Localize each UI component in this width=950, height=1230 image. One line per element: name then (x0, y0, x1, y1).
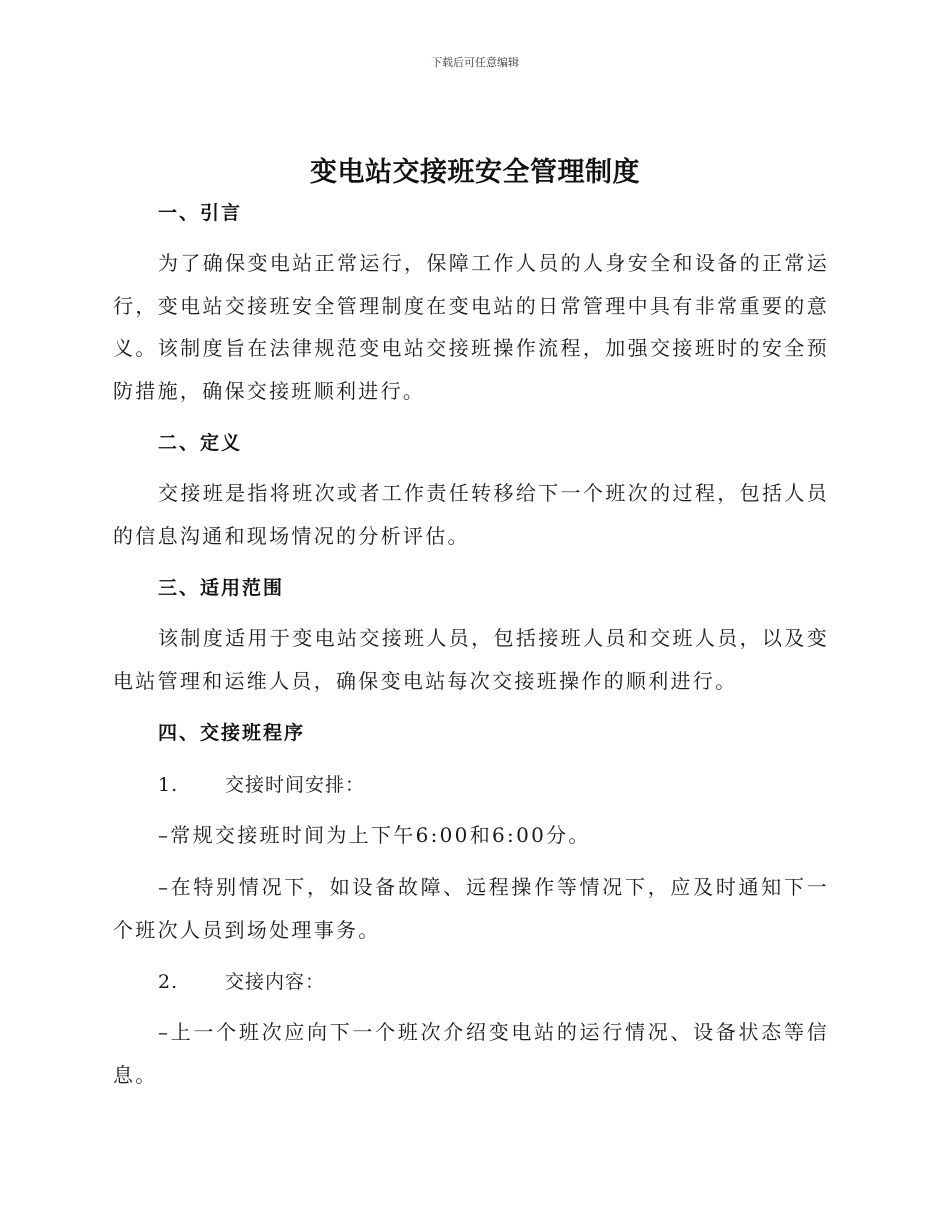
list-item-text: 交接时间安排： (225, 774, 366, 796)
section-paragraph-definition: 交接班是指将班次或者工作责任转移给下一个班次的过程，包括人员的信息沟通和现场情况的分析评估。 (113, 481, 829, 548)
section-heading-intro: 一、引言 (158, 202, 243, 224)
list-item-text: 交接内容： (225, 971, 326, 993)
bullet-special-circumstances: –在特别情况下，如设备故障、远程操作等情况下，应及时通知下一个班次人员到场处理事务。 (113, 875, 829, 942)
section-heading-procedure: 四、交接班程序 (158, 722, 306, 744)
header-note: 下载后可任意编辑 (431, 56, 519, 69)
list-item-handover-content (113, 969, 874, 995)
bullet-regular-shift-time: –常规交接班时间为上下午6:00和6:00分。 (158, 823, 591, 847)
section-paragraph-intro: 为了确保变电站正常运行，保障工作人员的人身安全和设备的正常运行，变电站交接班安全管理制度在变电站的日常管理中具有非常重要的意义。该制度旨在法律规范变电站交接班操作流程，加强交接班时的安全预防措施，确保交接班顺利进行。 (113, 251, 829, 403)
section-heading-scope: 三、适用范围 (158, 577, 285, 599)
bullet-handover-info: –上一个班次应向下一个班次介绍变电站的运行情况、设备状态等信息。 (113, 1020, 829, 1087)
list-item-number: 2. (158, 971, 179, 993)
list-item-number: 1. (158, 774, 179, 796)
list-item-time-arrangement (113, 772, 874, 798)
section-heading-definition: 二、定义 (158, 432, 243, 454)
document-title: 变电站交接班安全管理制度 (310, 157, 640, 188)
section-paragraph-scope: 该制度适用于变电站交接班人员，包括接班人员和交班人员，以及变电站管理和运维人员，确保变电站每次交接班操作的顺利进行。 (113, 626, 829, 693)
